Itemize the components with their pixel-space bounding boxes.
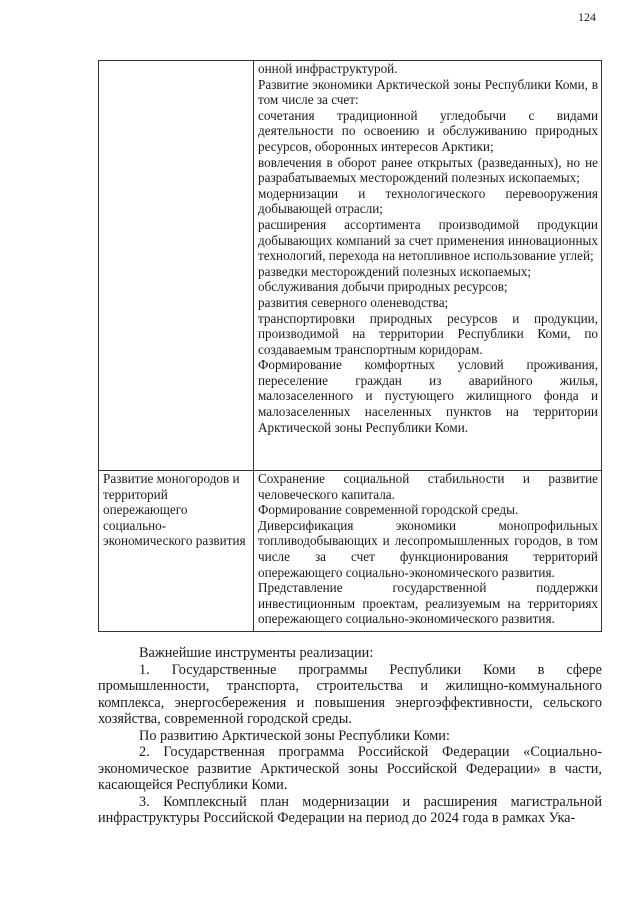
paragraph: 1. Государственные программы Республики Коми в сфере промышленности, транспорта, строительства и жилищно-коммунального комплекса, энергосбережения и повышения энергоэффективности, сельского хозяйства, современной городской среды.: [98, 661, 602, 727]
cell-text: Формирование комфортных условий проживания, переселение граждан из аварийного жилья, малозаселенного и пустующего жилищного фонда и малозаселенных населенных пунктов на территории Арктической зоны Республики Коми.: [258, 357, 598, 435]
cell-text: Диверсификация экономики монопрофильных топливодобывающих и лесопромышленных городов, в том числе за счет функционирования территорий опережающего социально-экономического развития.: [258, 517, 598, 580]
paragraph: 3. Комплексный план модернизации и расширения магистральной инфраструктуры Российской Федерации на период до 2024 года в рамках Ука-: [98, 793, 602, 826]
body-text: [98, 645, 602, 827]
measures-table: [98, 60, 602, 632]
cell-text: вовлечения в оборот ранее открытых (разведанных), но не разрабатываемых месторождений полезных ископаемых;: [258, 154, 598, 186]
cell-text: транспортировки природных ресурсов и продукции, производимой на территории Республики Коми, по создаваемым транспортным коридорам.: [258, 310, 598, 357]
table-cell-right: [254, 61, 602, 471]
cell-text: расширения ассортимента производимой продукции добывающих компаний за счет применения инновационных технологий, перехода на нетопливное использование углей;: [258, 216, 598, 264]
cell-text: онной инфраструктурой.: [258, 61, 398, 76]
cell-text: модернизации и технологического перевооружения добывающей отрасли;: [258, 185, 598, 217]
table-row: [99, 61, 602, 471]
paragraph: По развитию Арктической зоны Республики Коми:: [139, 727, 450, 744]
cell-text: Развитие экономики Арктической зоны Республики Коми, в том числе за счет:: [258, 76, 598, 108]
cell-text: Представление государственной поддержки инвестиционным проектам, реализуемым на территориях опережающего социально-экономического развития.: [258, 580, 598, 627]
page-number: 124: [578, 10, 596, 24]
paragraph: Важнейшие инструменты реализации:: [139, 645, 374, 661]
cell-text: обслуживания добычи природных ресурсов;: [258, 279, 508, 295]
table-row: [99, 471, 602, 632]
table-cell-left: [99, 61, 254, 471]
table-cell-left: Развитие моногородов и территорий опережающего социально-экономического развития: [99, 471, 254, 632]
cell-text: разведки месторождений полезных ископаемых;: [258, 263, 532, 279]
cell-text: сочетания традиционной угледобычи с видами деятельности по освоению и обслуживанию природных ресурсов, оборонных интересов Арктики;: [258, 107, 598, 154]
paragraph: 2. Государственная программа Российской Федерации «Социально-экономическое развитие Арктической зоны Российской Федерации» в части, касающейся Республики Коми.: [98, 744, 602, 793]
cell-text: развития северного оленеводства;: [258, 294, 449, 310]
cell-text: Сохранение социальной стабильности и развитие человеческого капитала.: [258, 471, 598, 502]
cell-text: Формирование современной городской среды.: [258, 502, 519, 518]
table-cell-right: [254, 471, 602, 632]
